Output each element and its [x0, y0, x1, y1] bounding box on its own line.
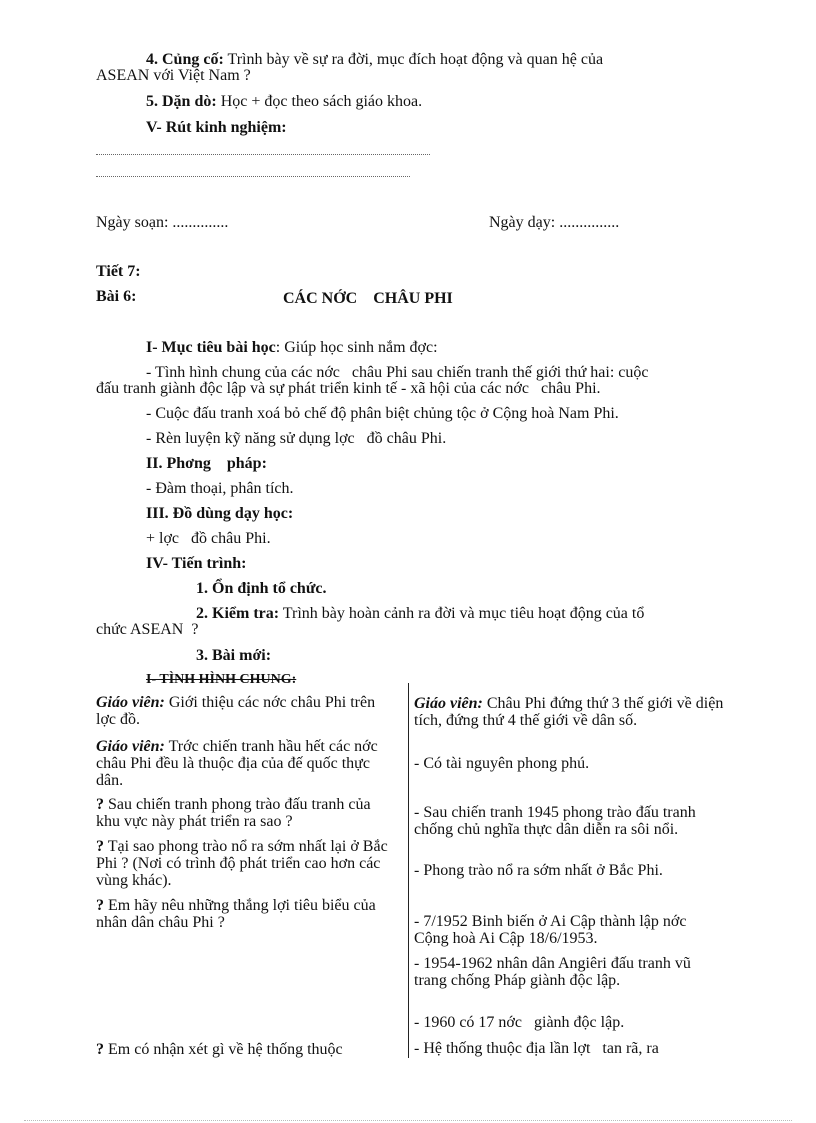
question-mark: ?	[96, 838, 104, 855]
question-mark: ?	[96, 1041, 104, 1058]
process-step-2-line-2: chức ASEAN ?	[96, 621, 199, 638]
question-text: Em hãy nêu những thắng lợi tiêu biểu của nhân dân châu Phi ?	[96, 897, 376, 931]
dotted-line-1	[96, 154, 430, 155]
process-step-3: 3. Bài mới:	[196, 647, 272, 664]
left-cell-q-1	[96, 796, 396, 830]
right-cell-5: - 1954-1962 nhân dân Angiêri đấu tranh vũ trang chống Pháp giành độc lập.	[414, 955, 691, 989]
left-cell-q-4	[96, 1041, 396, 1058]
dotted-line-2	[96, 176, 410, 177]
dan-do-line	[146, 93, 422, 110]
method-text: - Đàm thoại, phân tích.	[146, 480, 294, 497]
dan-do-text: Học + đọc theo sách giáo khoa.	[216, 93, 423, 110]
cung-co-label: 4. Củng cố:	[146, 51, 224, 68]
gv-text: Giới thiệu các nớc châu Phi trên lợc đồ.	[96, 694, 376, 728]
objectives-line	[146, 339, 438, 356]
cung-co-line-2: ASEAN với Việt Nam ?	[96, 67, 251, 84]
objectives-heading-text: : Giúp học sinh nắm đợc:	[275, 339, 438, 356]
cung-co-text: Trình bày về sự ra đời, mục đích hoạt động và quan hệ của	[223, 51, 604, 68]
gv-text: Châu Phi đứng thứ 3 thế giới về diện tích, đứng thứ 4 thế giới về dân số.	[414, 695, 724, 729]
column-divider	[408, 683, 409, 1058]
process-step-2-line	[196, 605, 644, 622]
materials-text: + lợc đồ châu Phi.	[146, 530, 271, 547]
right-cell-2: - Sau chiến tranh 1945 phong trào đấu tranh chống chủ nghĩa thực dân diễn ra sôi nổi.	[414, 804, 696, 838]
gv-label: Giáo viên:	[96, 738, 165, 755]
process-step-1: 1. Ổn định tổ chức.	[196, 580, 327, 597]
gv-text: Trớc chiến tranh hầu hết các nớc châu Phi đều là thuộc địa của đế quốc thực dân.	[96, 738, 378, 789]
right-cell-gv	[414, 695, 724, 729]
question-text: Em có nhận xét gì về hệ thống thuộc	[104, 1041, 343, 1058]
section-heading: I- TÌNH HÌNH CHUNG:	[146, 672, 297, 687]
objective-item-1-line-1: - Tình hình chung của các nớc châu Phi sau chiến tranh thế giới thứ hai: cuộc	[146, 364, 649, 381]
gv-label: Giáo viên:	[414, 695, 483, 712]
process-heading: IV- Tiến trình:	[146, 555, 247, 572]
objective-item-2: - Cuộc đấu tranh xoá bỏ chế độ phân biệt chủng tộc ở Cộng hoà Nam Phi.	[146, 405, 619, 422]
objective-item-1-line-2: đấu tranh giành độc lập và sự phát triển kinh tế - xã hội của các nớc châu Phi.	[96, 380, 601, 397]
objective-item-3: - Rèn luyện kỹ năng sử dụng lợc đồ châu Phi.	[146, 430, 447, 447]
bai-label: Bài 6:	[96, 288, 137, 305]
lesson-title: CÁC NỚC CHÂU PHI	[283, 290, 453, 307]
left-cell-q-2	[96, 838, 396, 889]
question-mark: ?	[96, 796, 104, 813]
process-step-2-label: 2. Kiểm tra:	[196, 605, 280, 622]
question-text: Tại sao phong trào nổ ra sớm nhất lại ở Bắc Phi ? (Nơi có trình độ phát triển cao hơn các vùng khác).	[96, 838, 388, 889]
right-cell-3: - Phong trào nổ ra sớm nhất ở Bắc Phi.	[414, 862, 663, 879]
question-mark: ?	[96, 897, 104, 914]
right-cell-4: - 7/1952 Binh biến ở Ai Cập thành lập nớc Cộng hoà Ai Cập 18/6/1953.	[414, 913, 699, 947]
left-cell-gv-1	[96, 694, 396, 728]
right-cell-1: - Có tài nguyên phong phú.	[414, 755, 590, 772]
process-step-2-text: Trình bày hoàn cảnh ra đời và mục tiêu hoạt động của tổ	[279, 605, 645, 622]
right-cell-6: - 1960 có 17 nớc giành độc lập.	[414, 1014, 625, 1031]
method-heading: II. Phơng pháp:	[146, 455, 267, 472]
objectives-heading: I- Mục tiêu bài học	[146, 339, 276, 356]
page-bottom-border	[24, 1120, 792, 1121]
dan-do-label: 5. Dặn dò:	[146, 93, 217, 110]
left-cell-gv-2	[96, 738, 396, 789]
materials-heading: III. Đồ dùng dạy học:	[146, 505, 294, 522]
ngay-soan: Ngày soạn: ..............	[96, 214, 229, 231]
rut-kinh-nghiem-heading: V- Rút kinh nghiệm:	[146, 119, 287, 136]
gv-label: Giáo viên:	[96, 694, 165, 711]
cung-co-line	[146, 51, 603, 68]
question-text: Sau chiến tranh phong trào đấu tranh của khu vực này phát triển ra sao ?	[96, 796, 371, 830]
tiet-label: Tiết 7:	[96, 263, 141, 280]
left-cell-q-3	[96, 897, 396, 931]
right-cell-7: - Hệ thống thuộc địa lần lợt tan rã, ra	[414, 1040, 659, 1057]
ngay-day: Ngày dạy: ...............	[489, 214, 620, 231]
